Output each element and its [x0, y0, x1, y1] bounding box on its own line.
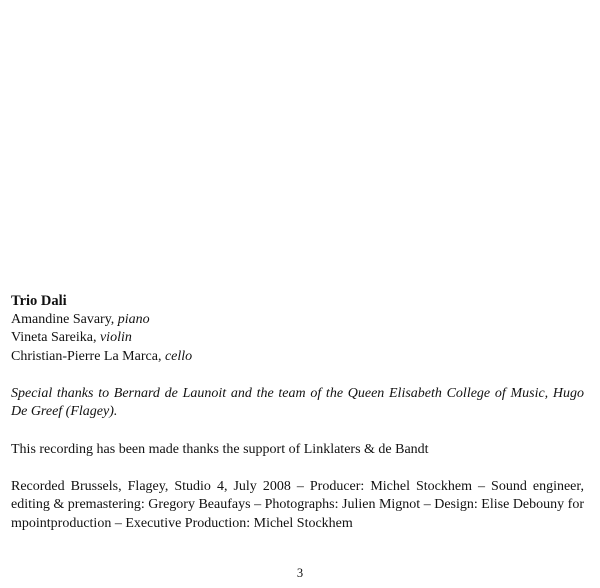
member-separator: , [157, 348, 165, 364]
member-name: Christian-Pierre La Marca [11, 348, 158, 364]
member-line-violin [11, 329, 584, 348]
thanks-paragraph [11, 385, 584, 422]
member-separator: , [92, 330, 100, 346]
member-instrument: cello [164, 348, 193, 364]
page-number: 3 [296, 566, 304, 580]
member-name: Vineta Sareika [11, 330, 93, 346]
member-separator: , [110, 311, 118, 327]
spacer [11, 459, 584, 478]
thanks-text: Special thanks to Bernard de Launoit and the team of the Queen Elisabeth College of Music, Hugo De Greef (Flagey). [11, 385, 584, 420]
member-line-piano [11, 311, 584, 330]
ensemble-name: Trio Dali [11, 293, 67, 309]
member-line-cello [11, 348, 584, 367]
support-paragraph: This recording has been made thanks the support of Linklaters & de Bandt [11, 441, 429, 457]
spacer [11, 422, 584, 441]
member-instrument: violin [99, 330, 132, 346]
member-name: Amandine Savary [11, 311, 111, 327]
booklet-credits-block [11, 292, 584, 533]
member-instrument: piano [117, 311, 150, 327]
recording-credits-paragraph: Recorded Brussels, Flagey, Studio 4, July 2008 – Producer: Michel Stockhem – Sound engineer, editing & premastering: Gregory Beaufays – Photographs: Julien Mignot – Design: Elise Debouny for mpointproduction – Executive Production: Michel Stockhem [11, 478, 584, 531]
spacer [11, 366, 584, 385]
